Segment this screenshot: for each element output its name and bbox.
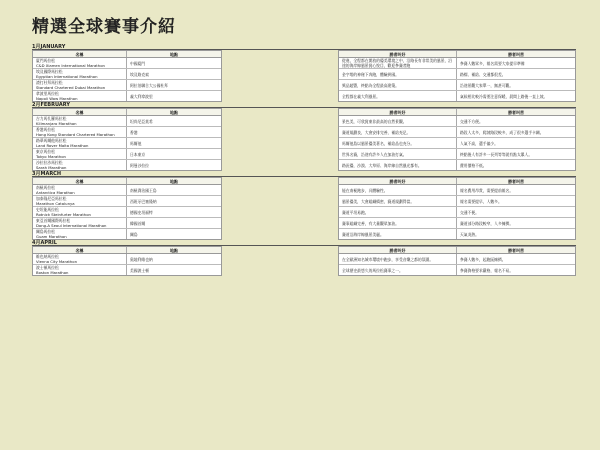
- race-cons: 氣候相比較冷需要注意保暖，晨間上路後一直上坡。: [460, 93, 548, 99]
- race-place: 阿曼沙拉拉: [130, 162, 149, 168]
- pros-cons-table: [338, 50, 576, 102]
- month-label: 3月MARCH: [32, 171, 576, 177]
- race-cons: 沿途景觀大家單一，無甚可觀。: [460, 82, 514, 88]
- race-cons: 報名需要提早，人數多。: [460, 198, 502, 204]
- header-adv: 勝者叫好: [339, 51, 457, 57]
- race-pros: 獎品超豐，終點為全程最高建築。: [339, 80, 457, 90]
- race-name: [33, 254, 127, 264]
- header-name: 名稱: [33, 247, 127, 253]
- race-name: [33, 207, 127, 217]
- table-row: [339, 265, 575, 275]
- race-name: [33, 58, 127, 68]
- race-name-zh: 路華馬爾他馬拉松: [36, 138, 67, 143]
- race-name-zh: 香港馬拉松: [36, 127, 55, 132]
- month-block: [32, 171, 576, 240]
- header-dis: 勝者叫苦: [508, 179, 524, 184]
- race-cons: 終點後人有許多一長列等等就有點太累人。: [460, 151, 533, 157]
- header-name: 名稱: [33, 51, 127, 57]
- table-row: [33, 138, 221, 149]
- race-name: [33, 138, 127, 148]
- race-pros: 賽道沿海岸線風景美麗。: [339, 229, 457, 239]
- race-place: 馬爾他: [130, 140, 142, 146]
- race-pros: 賽道平坦易跑。: [339, 207, 457, 217]
- table-row: [33, 160, 221, 170]
- race-name: [33, 218, 127, 228]
- table-row: [33, 218, 221, 229]
- race-pros: 路況優，沙漠、大草原、海岸線自然風光都有。: [339, 160, 457, 170]
- table-header: [33, 178, 221, 185]
- header-dis: 勝者叫苦: [508, 110, 524, 115]
- race-name-en: Marathon Catalunya: [36, 201, 75, 206]
- table-row: [33, 116, 221, 127]
- race-pros: 風景優美，大會組織縝密，賽道規劃得當。: [339, 196, 457, 206]
- table-row: [33, 91, 221, 101]
- race-name-zh: 廈門馬拉松: [36, 58, 55, 63]
- race-name: [33, 229, 127, 239]
- table-row: [339, 91, 575, 101]
- race-pros: 世界名賽，沿途有許多人在加油打氣。: [339, 149, 457, 159]
- race-name: [33, 149, 127, 159]
- race-name-zh: 波士頓馬拉松: [36, 265, 59, 270]
- race-name-zh: 渣打杜拜馬拉松: [36, 80, 63, 85]
- month-label: 4月APRIL: [32, 240, 576, 246]
- race-name-zh: 加泰隆尼亞馬拉松: [36, 196, 67, 201]
- race-place: 阿拉伯聯合大公國杜拜: [130, 82, 168, 88]
- table-row: [339, 69, 575, 80]
- header-place: 地點: [170, 52, 178, 57]
- race-place: 關島: [130, 231, 138, 237]
- race-place: 德國史坦福特: [130, 209, 153, 215]
- race-pros: 從進，全程都在開放的優美環境之中，沿路長有非常美的風景，沿途的海岸線風景賞心悅目，歡迎參賽者跑: [339, 58, 457, 68]
- header-place: 地點: [170, 110, 178, 115]
- race-pros: 全球歷史最悠久的馬拉松賽事之一。: [339, 265, 457, 275]
- race-name-zh: 東京馬拉松: [36, 149, 55, 154]
- table-row: [339, 196, 575, 207]
- race-name-en: Land Rover Malta Marathon: [36, 143, 89, 148]
- race-name-zh: 拿波里馬拉松: [36, 91, 59, 96]
- race-cons: 路標、補給、交通都很差。: [460, 71, 506, 77]
- race-name-en: Standard Chartered Dubai Marathon: [36, 85, 106, 90]
- pros-cons-table: [338, 177, 576, 240]
- pros-cons-table: [338, 108, 576, 171]
- race-name-en: Boston Marathon: [36, 270, 69, 275]
- content: [32, 44, 576, 276]
- name-place-table: [32, 177, 222, 240]
- race-place: 韓國首爾: [130, 220, 146, 226]
- table-header: [33, 51, 221, 58]
- month-block: [32, 44, 576, 102]
- race-name-en: Vienna City Marathon: [36, 259, 78, 264]
- table-row: [339, 229, 575, 239]
- race-name-en: Rotnick Steinfurter Marathon: [36, 212, 91, 217]
- table-row: [339, 149, 575, 160]
- table-row: [33, 185, 221, 196]
- month-block: [32, 240, 576, 276]
- table-header: [339, 178, 575, 185]
- table-row: [33, 69, 221, 80]
- race-place: 奧地利維也納: [130, 256, 153, 262]
- header-adv: 勝者叫好: [339, 109, 457, 115]
- race-cons: 天氣炎熱。: [460, 231, 479, 237]
- table-row: [33, 254, 221, 265]
- table-header: [339, 109, 575, 116]
- race-place: 埃及路克索: [130, 71, 149, 77]
- table-row: [33, 196, 221, 207]
- race-name: [33, 185, 127, 195]
- race-cons: 路段人太多，爬坡路段較多，成了很多選手卡關。: [460, 129, 544, 135]
- race-name-en: Dong-A Seoul International Marathon: [36, 223, 107, 228]
- header-adv: 勝者叫好: [339, 247, 457, 253]
- header-place: 地點: [170, 248, 178, 253]
- race-place: 坦尚尼亞莫希: [130, 118, 153, 124]
- table-row: [339, 138, 575, 149]
- race-name: [33, 196, 127, 206]
- race-cons: 賽道部分路段較窄，人多擁擠。: [460, 220, 514, 226]
- table-row: [33, 265, 221, 275]
- table-row: [339, 185, 575, 196]
- race-cons: 人氣不高，選手偏少。: [460, 140, 498, 146]
- race-name-zh: 沙拉拉沙馬拉松: [36, 160, 63, 165]
- race-name-en: Antarctica Marathon: [36, 190, 75, 195]
- table-row: [339, 160, 575, 170]
- pros-cons-table: [338, 246, 576, 276]
- month-table-wrap: [32, 108, 576, 171]
- table-row: [33, 229, 221, 239]
- race-name: [33, 91, 127, 101]
- table-row: [33, 149, 221, 160]
- month-table-wrap: [32, 177, 576, 240]
- table-row: [339, 80, 575, 91]
- month-block: [32, 102, 576, 171]
- race-name-en: Guam Marathon: [36, 234, 67, 239]
- table-row: [33, 127, 221, 138]
- header-name: 名稱: [33, 109, 127, 115]
- name-place-table: [32, 108, 222, 171]
- month-label: 1月JANUARY: [32, 44, 576, 50]
- race-name-en: Napoli Wow Marathon: [36, 96, 78, 101]
- race-pros: 馬爾他島以風景優美著名，補給品也充分。: [339, 138, 457, 148]
- race-place: 中國廈門: [130, 60, 146, 66]
- table-row: [339, 127, 575, 138]
- name-place-table: [32, 246, 222, 276]
- race-name: [33, 69, 127, 79]
- race-place: 日本東京: [130, 151, 146, 157]
- race-place: 義大利拿波里: [130, 93, 153, 99]
- race-name-en: Egyptian International Marathon: [36, 74, 98, 79]
- table-row: [339, 207, 575, 218]
- race-name: [33, 80, 127, 90]
- race-cons: 參賽人數眾多，報名需要大家提早準備: [460, 60, 525, 66]
- table-header: [33, 109, 221, 116]
- table-row: [33, 58, 221, 69]
- race-place: 美國波士頓: [130, 267, 149, 273]
- header-place: 地點: [170, 179, 178, 184]
- race-pros: 景色美，可欣賞東非最高的自然景觀。: [339, 116, 457, 126]
- table-row: [339, 218, 575, 229]
- race-name-en: Kilimanjaro Marathon: [36, 121, 77, 126]
- table-header: [339, 247, 575, 254]
- race-name-en: Hong Kong Standard Chartered Marathon: [36, 132, 115, 137]
- race-name: [33, 265, 127, 275]
- race-name-en: C&D Xiamen International Marathon: [36, 63, 105, 68]
- table-row: [339, 58, 575, 69]
- table-row: [339, 116, 575, 127]
- month-table-wrap: [32, 50, 576, 102]
- race-name-en: Tokyo Marathon: [36, 154, 66, 159]
- race-pros: 賽事組織完善，有大量觀眾加油。: [339, 218, 457, 228]
- race-pros: 全程都在義大利風景。: [339, 91, 457, 101]
- race-place: 香港: [130, 129, 138, 135]
- table-row: [339, 254, 575, 265]
- race-name: [33, 127, 127, 137]
- table-header: [339, 51, 575, 58]
- race-name-zh: 關島馬拉松: [36, 229, 55, 234]
- race-pros: 在全歐洲知名城市環境中跑步，享受音樂之都的氛圍。: [339, 254, 457, 264]
- table-row: [33, 80, 221, 91]
- race-name-zh: 東亞首爾國際馬拉松: [36, 218, 71, 223]
- race-name-zh: 維也納馬拉松: [36, 254, 59, 259]
- header-dis: 勝者叫苦: [508, 52, 524, 57]
- race-cons: 費用價格不低。: [460, 162, 487, 168]
- race-name-en: Sarah Marathon: [36, 165, 67, 170]
- race-place: 南極喬治國王島: [130, 187, 157, 193]
- race-name-zh: 吉力馬扎羅馬拉松: [36, 116, 67, 121]
- race-pros: 能在南極跑步，具體驗性。: [339, 185, 457, 195]
- race-name-zh: 南極馬拉松: [36, 185, 55, 190]
- name-place-table: [32, 50, 222, 102]
- race-place: 西班牙巴塞隆納: [130, 198, 157, 204]
- race-pros: 金字塔的神秘下奔跑，體驗異國。: [339, 69, 457, 79]
- month-table-wrap: [32, 246, 576, 276]
- race-cons: 交通不方便。: [460, 118, 483, 124]
- page-title: 精選全球賽事介紹: [32, 17, 176, 37]
- race-cons: 交通不便。: [460, 209, 479, 215]
- header-dis: 勝者叫苦: [508, 248, 524, 253]
- race-name: [33, 116, 127, 126]
- header-name: 名稱: [33, 178, 127, 184]
- race-cons: 報名費用昂貴，需要提前報名。: [460, 187, 514, 193]
- race-cons: 參賽人數多，起跑區擁擠。: [460, 256, 506, 262]
- race-pros: 賽道規劃良，大會安排完善，補給充足。: [339, 127, 457, 137]
- header-adv: 勝者叫好: [339, 178, 457, 184]
- race-name: [33, 160, 127, 170]
- month-label: 2月FEBRUARY: [32, 102, 576, 108]
- race-cons: 參賽資格要求嚴格，報名不易。: [460, 267, 514, 273]
- table-header: [33, 247, 221, 254]
- race-name-zh: 史坦能馬拉松: [36, 207, 59, 212]
- table-row: [33, 207, 221, 218]
- race-name-zh: 埃及國際馬拉松: [36, 69, 63, 74]
